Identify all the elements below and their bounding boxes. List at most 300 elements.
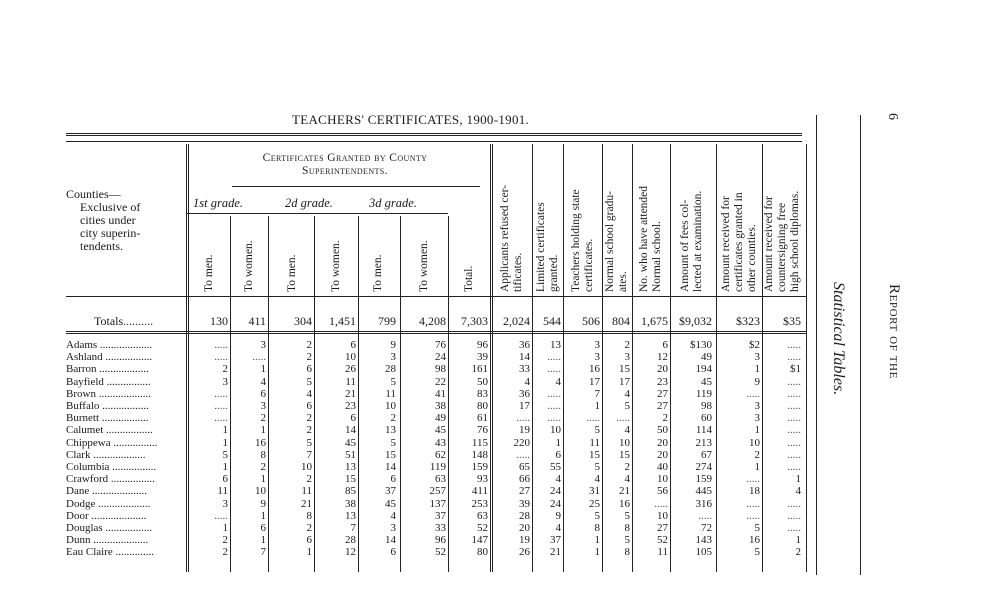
table-cell: 10 [657,509,668,522]
table-cell: 11 [385,387,396,400]
table-cell: 15 [619,363,630,376]
table-cell: 9 [390,339,396,351]
table-cell: 28 [345,534,356,547]
table-cell: 10 [619,436,630,449]
side-subtitle: Statistical Tables. [830,282,847,396]
table-cell: 4 [624,424,630,437]
table-cell: 27 [519,485,530,498]
table-cell: 15 [345,473,356,486]
table-cell: 213 [695,436,712,449]
table-cell: 119 [695,387,712,400]
table-row [66,474,806,486]
table-cell: 6 [662,339,668,351]
column-header-line: Applicants refused cer- [499,184,511,292]
table-cell: 1 [754,363,760,376]
column-header [763,191,802,292]
table-row [66,364,806,376]
table-row [66,486,806,498]
table-cell: 3 [390,351,396,364]
table-cell: ..... [214,351,228,364]
table-cell: 9 [754,375,760,388]
table-cell: 445 [695,485,712,498]
county-name: Dane .................... [66,486,147,498]
table-cell: 20 [657,363,668,376]
table-cell: 20 [657,436,668,449]
column-header [570,189,596,292]
column-header-line: Normal school gradu- [604,191,616,292]
table-cell: ..... [787,400,801,412]
table-cell: 67 [701,448,712,461]
table-cell: 83 [477,387,488,400]
table-cell: 26 [519,546,530,559]
column-rule [186,144,189,572]
table-cell: 4 [594,473,600,486]
table-cell: 2 [222,546,228,559]
table-cell: 8 [624,546,630,559]
table-cell: 45 [435,424,446,437]
table-cell: 13 [550,339,561,351]
column-header-line: Amount received for [719,196,732,292]
right-rule-2 [860,115,861,575]
table-cell: 3 [754,351,760,364]
table-cell: ..... [787,387,801,400]
table-cell: 37 [550,534,561,547]
table-cell: 10 [255,485,266,498]
totals-cell: 1,675 [641,314,668,328]
table-cell: 37 [435,509,446,522]
table-cell: 80 [477,546,488,559]
table-cell: 10 [657,473,668,486]
table-cell: ..... [787,497,801,510]
table-cell: 27 [657,522,668,534]
table-cell: ..... [547,412,561,425]
table-cell: ..... [214,387,228,400]
table-cell: 4 [306,387,312,400]
group-header-line: Certificates Granted by County [262,152,428,164]
table-cell: ..... [746,473,760,486]
table-cell: ..... [586,412,600,425]
table-row [66,377,806,389]
table-cell: $130 [690,339,712,351]
totals-cell: $35 [783,314,801,328]
table-cell: 31 [589,485,600,498]
table-cell: 13 [385,424,396,437]
counties-header-line: Counties— [66,187,121,201]
table-row [66,450,806,462]
table-cell: 5 [222,448,228,461]
column-rule [716,144,717,572]
table-cell: 1 [260,363,266,376]
grade-label-2: 2d grade. [285,196,333,210]
table-cell: 1 [222,461,228,473]
column-header [720,192,759,292]
column-header-line: To women. [417,240,430,292]
table-cell: 119 [429,461,446,473]
table-cell: 19 [519,424,530,437]
table-cell: ..... [787,375,801,388]
column-rule [358,216,359,572]
table-cell: 2 [306,473,312,486]
table-cell: 49 [435,412,446,425]
table-cell: ..... [547,400,561,412]
totals-cell: 130 [210,314,228,328]
table-row [66,413,806,425]
totals-cell: 2,024 [503,314,530,328]
column-header-line: lected at examination. [692,190,704,292]
table-cell: 33 [519,363,530,376]
column-header-line: To women. [329,240,342,292]
table-cell: 11 [345,375,356,388]
table-cell: 15 [619,448,630,461]
table-cell: 18 [749,485,760,498]
table-cell: 9 [555,509,561,522]
table-cell: 72 [701,522,712,534]
counties-header-line: city superin- [80,226,141,240]
table-cell: 4 [555,522,561,534]
table-cell: ..... [787,424,801,437]
table-cell: 61 [477,412,488,425]
table-cell: 24 [550,497,561,510]
table-cell: 37 [385,485,396,498]
column-rule [762,144,763,572]
table-cell: ..... [698,509,712,522]
table-cell: 60 [701,412,712,425]
table-cell: ..... [787,339,801,351]
column-header [463,266,476,292]
table-cell: 7 [594,387,600,400]
table-cell: 137 [429,497,446,510]
column-header-line: Limited certificates [534,202,547,292]
table-cell: 5 [754,546,760,559]
table-cell: 6 [306,534,312,547]
column-header-line: To women. [242,240,255,292]
table-cell: 2 [306,522,312,534]
table-cell: 3 [390,522,396,534]
table-cell: 23 [345,400,356,412]
column-header [372,254,385,292]
column-header [499,185,525,292]
table-cell: 6 [222,473,228,486]
table-row [66,535,806,547]
column-header-line: granted. [547,254,560,292]
table-cell: 5 [754,522,760,534]
table-cell: 3 [624,351,630,364]
table-cell: 2 [306,351,312,364]
table-cell: 2 [795,546,801,559]
table-cell: 65 [519,461,530,473]
table-row [66,511,806,523]
table-cell: ..... [547,363,561,376]
column-rule [563,144,564,572]
table-row [66,340,806,352]
column-header [330,240,343,292]
table-cell: 5 [390,436,396,449]
table-cell: ..... [214,400,228,412]
table-cell: 6 [350,412,356,425]
table-cell: 15 [385,448,396,461]
totals-cell: 506 [582,314,600,328]
table-cell: 17 [619,375,630,388]
table-cell: 52 [477,522,488,534]
table-cell: 5 [306,436,312,449]
table-cell: 9 [260,497,266,510]
table-cell: 3 [594,351,600,364]
table-row [66,425,806,437]
table-cell: 11 [657,546,668,559]
column-header-line: other counties. [745,224,758,292]
table-cell: 6 [555,448,561,461]
table-cell: 5 [594,509,600,522]
table-cell: 39 [519,497,530,510]
table-cell: 28 [519,509,530,522]
table-cell: 43 [435,436,446,449]
table-cell: 1 [260,473,266,486]
table-cell: 28 [385,363,396,376]
county-name: Columbia ................ [66,462,157,473]
table-cell: 1 [594,534,600,547]
table-cell: 16 [589,363,600,376]
table-cell: 21 [345,387,356,400]
table-cell: 1 [594,400,600,412]
table-cell: 55 [550,461,561,473]
counties-header-line: Exclusive of [80,200,141,214]
table-cell: 16 [619,497,630,510]
table-cell: 6 [350,339,356,351]
table-cell: 8 [624,522,630,534]
column-header-line: Normal school. [651,221,663,292]
table-cell: ..... [252,351,266,364]
table-cell: 80 [477,400,488,412]
table-cell: 25 [589,497,600,510]
table-cell: ..... [787,509,801,522]
column-header-line: To men. [285,254,298,292]
table-row [66,389,806,401]
table-cell: 51 [345,448,356,461]
table-cell: ..... [787,412,801,425]
table-cell: 63 [435,473,446,486]
table-cell: 4 [390,509,396,522]
page-title: TEACHERS' CERTIFICATES, 1900-1901. [292,112,530,127]
county-name: Dunn .................... [66,535,149,547]
column-rule [532,144,533,572]
column-header [203,254,216,292]
table-cell: 2 [390,412,396,425]
group-header [214,152,476,178]
county-name: Adams ................... [66,340,153,351]
table-cell: 10 [345,351,356,364]
table-cell: 21 [619,485,630,498]
column-header-line: countersigning free [776,202,788,292]
table-cell: 5 [594,424,600,437]
table-cell: ..... [787,448,801,461]
table-cell: 45 [385,497,396,510]
table-cell: ..... [787,461,801,473]
table-cell: ..... [214,412,228,425]
top-rule [66,133,802,136]
table-cell: 5 [390,375,396,388]
totals-cell: $323 [736,314,760,328]
table-cell: 143 [695,534,712,547]
county-name: Dodge ................... [66,498,151,510]
column-header [243,240,256,292]
county-name: Eau Claire .............. [66,547,154,559]
table-cell: 11 [589,436,600,449]
table-cell: 3 [260,339,266,351]
totals-cell: $9,032 [679,314,712,328]
table-cell: 23 [657,375,668,388]
table-cell: 6 [260,387,266,400]
table-cell: 6 [390,546,396,559]
table-cell: ..... [616,412,630,425]
table-cell: 50 [477,375,488,388]
table-cell: ..... [547,387,561,400]
county-name: Ashland ................. [66,352,153,364]
table-cell: 24 [435,351,446,364]
table-cell: 4 [624,473,630,486]
table-cell: 7 [260,546,266,559]
table-cell: 2 [306,412,312,425]
table-cell: ..... [787,436,801,449]
table-cell: 63 [477,509,488,522]
table-cell: 12 [345,546,356,559]
table-cell: ..... [787,351,801,364]
table-cell: 62 [435,448,446,461]
column-rule [400,216,401,572]
table-cell: 7 [306,448,312,461]
table-cell: 26 [345,363,356,376]
table-cell: $2 [749,339,760,351]
table-cell: 17 [589,375,600,388]
totals-rule [66,331,806,334]
table-cell: ..... [787,522,801,534]
table-cell: 98 [435,363,446,376]
table-cell: 3 [754,412,760,425]
table-cell: 4 [555,375,561,388]
county-name: Crawford ................ [66,474,155,486]
table-cell: 6 [306,400,312,412]
table-cell: 19 [519,534,530,547]
table-cell: 1 [754,424,760,437]
table-cell: 411 [471,485,488,498]
table-cell: 56 [657,485,668,498]
table-cell: 16 [749,534,760,547]
grade-rule [186,213,448,214]
table-cell: 10 [749,436,760,449]
table-cell: ..... [516,412,530,425]
column-header-line: certificates granted in [732,192,745,292]
table-cell: 38 [345,497,356,510]
table-cell: 1 [795,473,801,486]
counties-header-line: tendents. [80,239,123,253]
table-cell: 13 [345,461,356,473]
table-cell: 1 [260,509,266,522]
table-cell: 1 [754,461,760,473]
table-cell: 10 [301,461,312,473]
table-cell: 1 [260,534,266,547]
table-cell: ..... [746,509,760,522]
table-cell: 36 [519,339,530,351]
table-cell: 1 [555,436,561,449]
table-cell: 93 [477,473,488,486]
table-cell: 76 [435,339,446,351]
table-cell: 147 [471,534,488,547]
table-cell: 39 [477,351,488,364]
table-cell: 2 [260,461,266,473]
counties-header [66,188,140,253]
table-cell: 11 [301,485,312,498]
table-cell: 14 [385,461,396,473]
table-cell: 85 [345,485,356,498]
table-cell: ..... [516,448,530,461]
table-cell: 274 [695,461,712,473]
totals-cell: 411 [248,314,266,328]
table-cell: 3 [260,400,266,412]
table-cell: 4 [260,375,266,388]
table-cell: 5 [624,534,630,547]
column-rule [602,144,603,572]
right-rule [816,115,817,575]
county-name: Door .................... [66,510,147,522]
table-cell: ..... [746,387,760,400]
table-cell: 24 [550,485,561,498]
table-cell: 257 [429,485,446,498]
column-header [286,254,299,292]
column-header [535,202,561,292]
table-row [66,438,806,450]
table-cell: 10 [550,424,561,437]
column-header [679,191,705,292]
column-header-line: Teachers holding state [570,189,582,292]
table-cell: 8 [594,522,600,534]
table-cell: ..... [214,339,228,351]
table-cell: 4 [795,485,801,498]
table-cell: 3 [594,339,600,351]
column-rule [490,144,493,572]
column-header-line: No. who have attended [638,185,650,292]
table-cell: ..... [746,497,760,510]
table-cell: 1 [222,424,228,437]
column-rule [670,144,671,572]
table-cell: 114 [695,424,712,437]
table-row [66,462,806,474]
table-cell: 36 [519,387,530,400]
table-cell: 5 [624,509,630,522]
table-cell: 21 [301,497,312,510]
group-header-line: Superintendents. [302,165,388,177]
table-cell: 15 [589,448,600,461]
table-cell: 17 [519,400,530,412]
table-cell: 41 [435,387,446,400]
table-cell: 49 [701,351,712,364]
table-cell: 2 [624,461,630,473]
table-cell: 316 [695,497,712,510]
table-cell: 4 [624,387,630,400]
table-cell: ..... [214,509,228,522]
table-cell: 98 [701,400,712,412]
table-cell: 1 [594,546,600,559]
totals-cell: 804 [612,314,630,328]
table-cell: 4 [524,375,530,388]
table-cell: 194 [695,363,712,376]
table-cell: 2 [754,448,760,461]
table-cell: 14 [519,351,530,364]
table-cell: 4 [555,473,561,486]
table-cell: 14 [385,534,396,547]
table-cell: 6 [390,473,396,486]
table-cell: 253 [471,497,488,510]
column-header-line: tificates. [512,252,524,292]
table-cell: 50 [657,424,668,437]
